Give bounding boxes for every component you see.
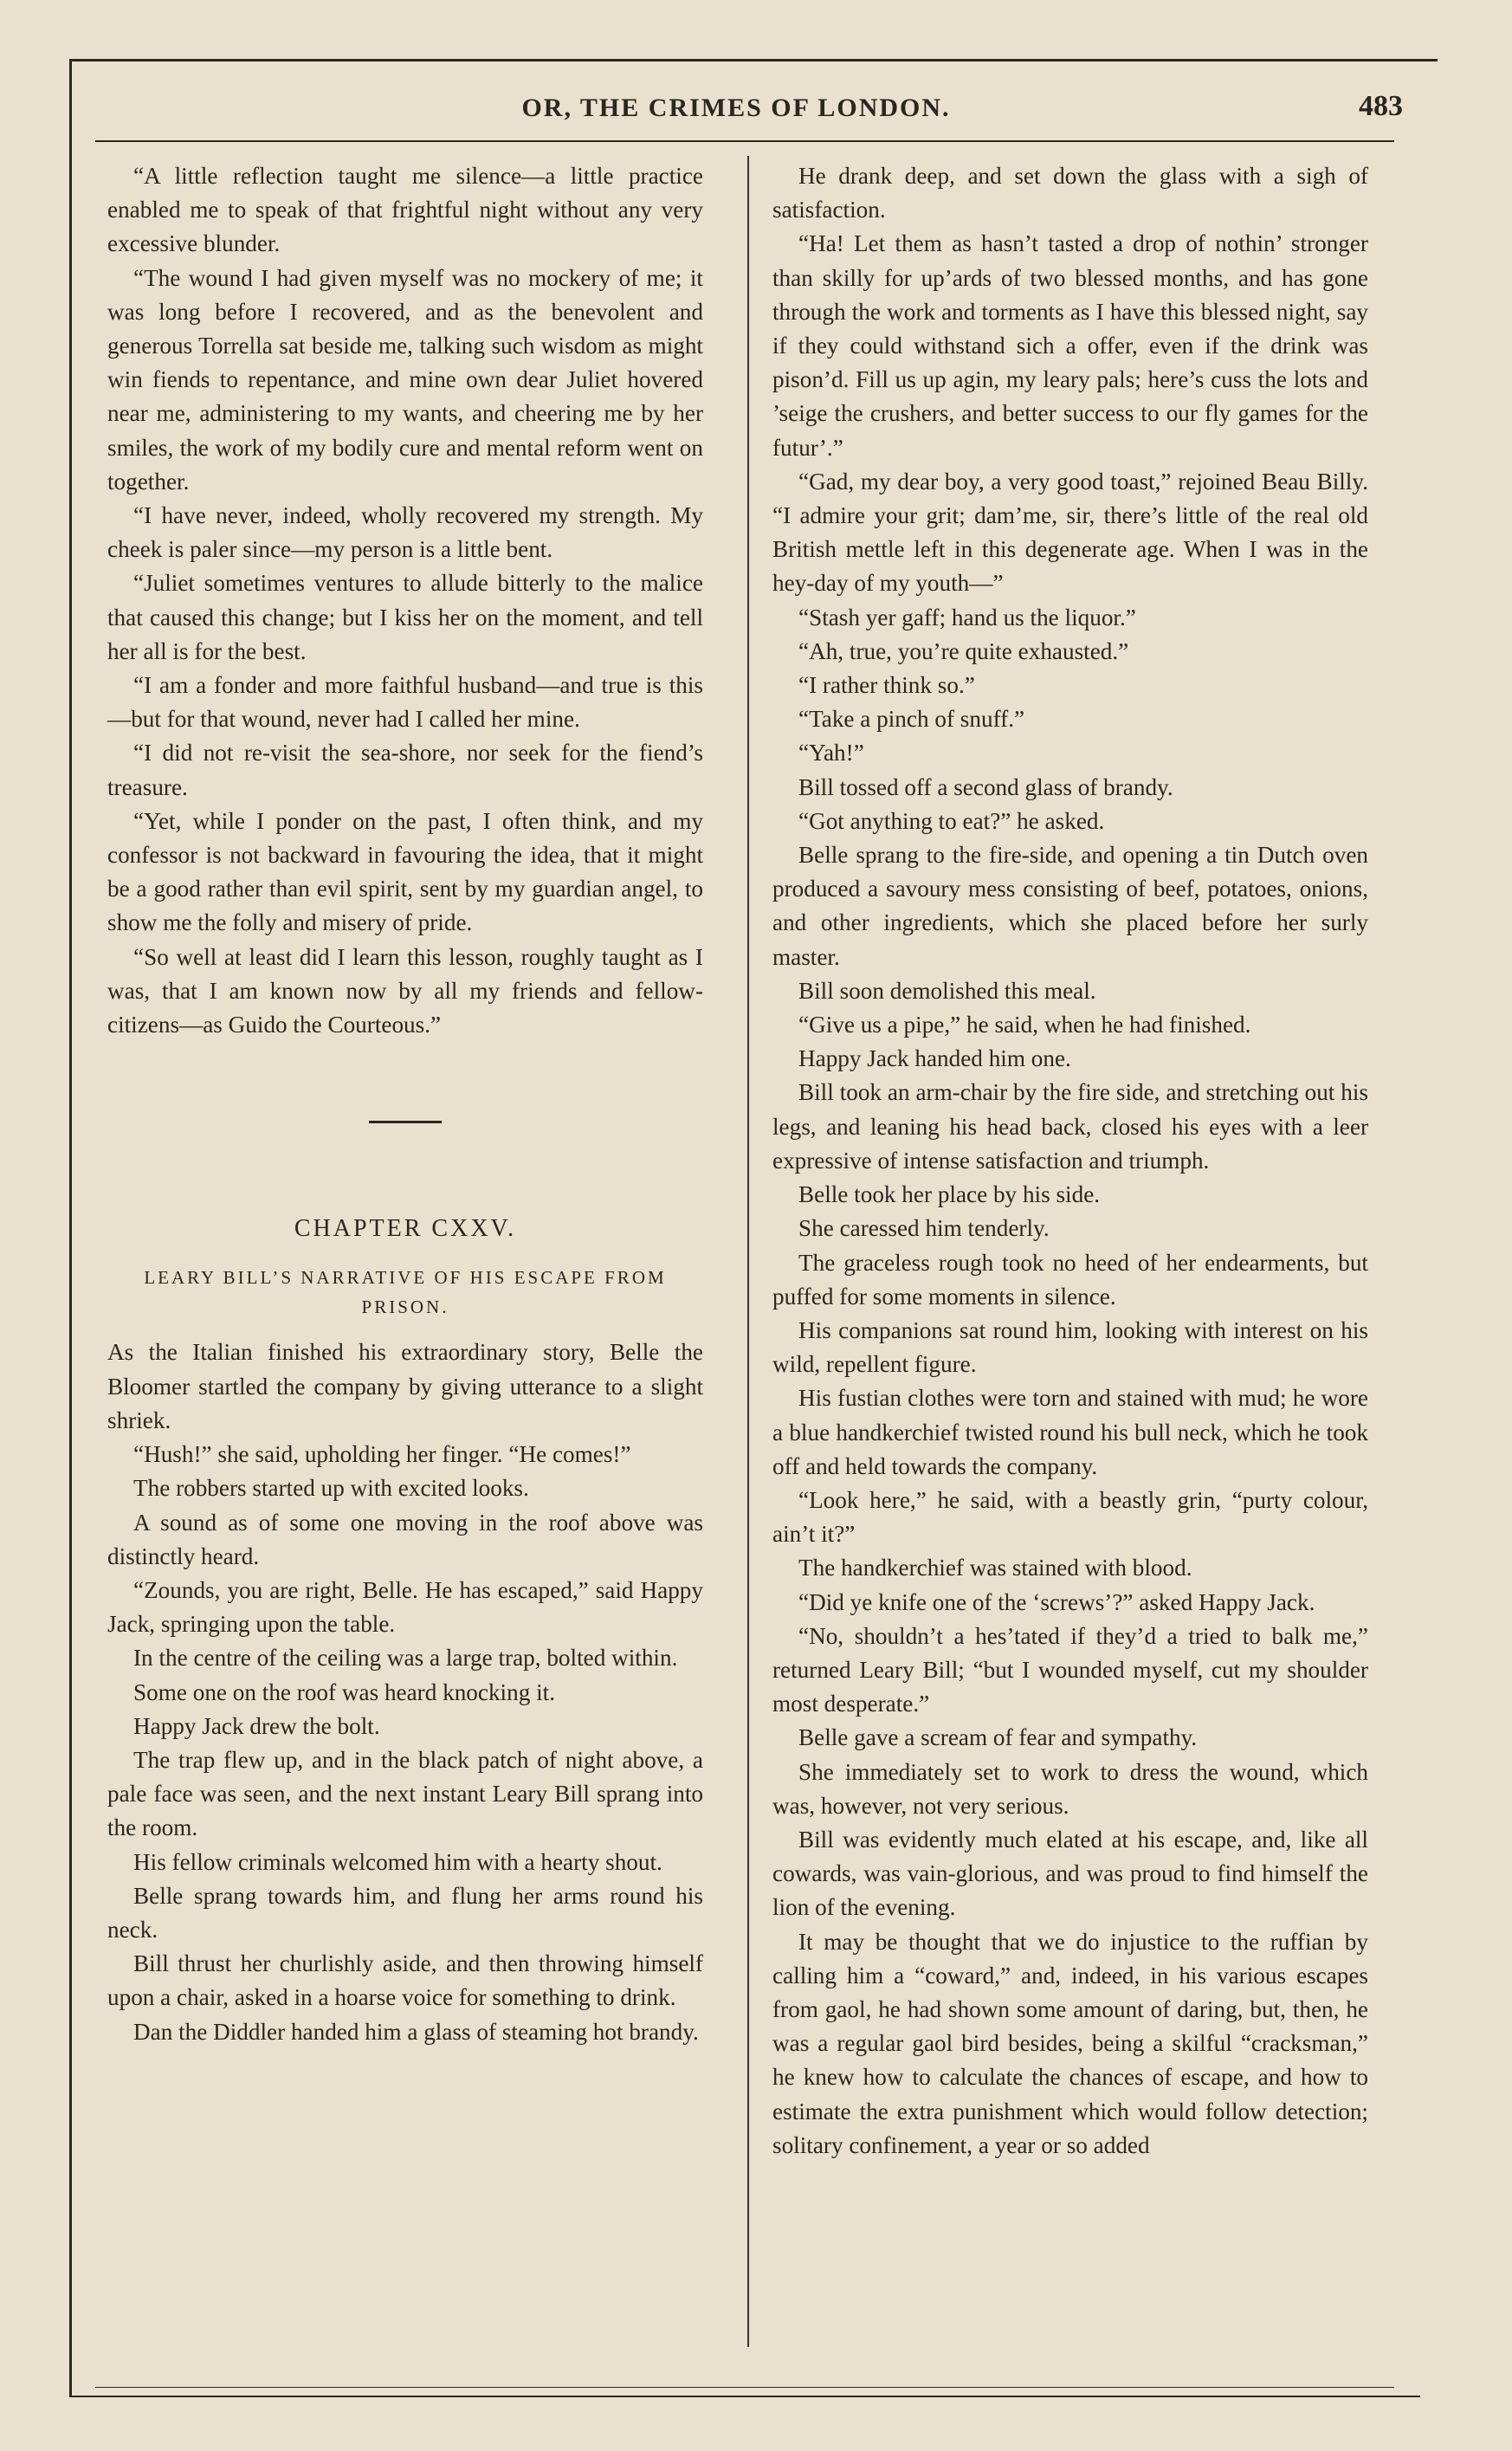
paragraph: In the centre of the ceiling was a large trap, bolted within. — [133, 1645, 678, 1672]
paragraph: The graceless rough took no heed of her endearments, but puffed for some moments in silence. — [772, 1249, 1368, 1310]
paragraph: “Hush!” she said, upholding her finger. “He comes!” — [133, 1441, 631, 1468]
paragraph: “Ha! Let them as hasn’t tasted a drop of nothin’ stronger than skilly for up’ards of two blessed months, and has gone through the work and torments as I have this blessed night, say if they could withstand sich a offer, even if the drink was pison’d. Fill us up agin, my leary pals; here’s cuss the lots and ’seige the crushers, and better success to our fly games for the futur’.” — [772, 230, 1368, 461]
left-border-rule — [69, 59, 72, 2397]
page-header — [69, 83, 1403, 135]
paragraph: “Look here,” he said, with a beastly grin, “purty colour, ain’t it?” — [772, 1486, 1368, 1548]
paragraph: Bill tossed off a second glass of brandy. — [798, 773, 1173, 800]
paragraph: His companions sat round him, looking with interest on his wild, repellent figure. — [772, 1316, 1368, 1378]
paragraph: The robbers started up with excited looks. — [133, 1475, 529, 1502]
paragraph: Bill took an arm-chair by the fire side, and stretching out his legs, and leaning his head back, closed his eyes with a leer expressive of intense satisfaction and triumph. — [772, 1079, 1368, 1174]
paragraph: “Take a pinch of snuff.” — [798, 706, 1025, 733]
top-border-rule — [69, 59, 1438, 61]
paragraph: Happy Jack handed him one. — [798, 1045, 1071, 1072]
paragraph: The trap flew up, and in the black patch of night above, a pale face was seen, and the next instant Leary Bill sprang into the room. — [107, 1746, 703, 1841]
paragraph: “So well at least did I learn this lesson, roughly taught as I was, that I am known now by all my friends and fellow-citizens—as Guido the Courteous.” — [107, 943, 703, 1038]
paragraph: “No, shouldn’t a hes’tated if they’d a tried to balk me,” returned Leary Bill; “but I wounded myself, cut my shoulder most desperate.” — [772, 1622, 1368, 1717]
paragraph: His fustian clothes were torn and stained with mud; he wore a blue handkerchief twisted round his bull neck, which he took off and held towards the company. — [772, 1385, 1368, 1479]
section-break-rule — [369, 1121, 442, 1123]
paragraph: “I did not re-visit the sea-shore, nor seek for the fiend’s treasure. — [107, 740, 703, 800]
paragraph: She caressed him tenderly. — [798, 1215, 1050, 1242]
running-title: OR, THE CRIMES OF LONDON. — [521, 94, 951, 122]
paragraph: Belle sprang towards him, and flung her arms round his neck. — [107, 1882, 703, 1943]
paragraph: A sound as of some one moving in the roof above was distinctly heard. — [107, 1509, 703, 1569]
paragraph: “The wound I had given myself was no mockery of me; it was long before I recovered, and as the benevolent and generous Torrella sat beside me, talking such wisdom as might win fiends to repentance, and mine own dear Juliet hovered near me, administering to my wants, and cheering me by her smiles, the work of my bodily cure and mental reform went on together. — [107, 264, 703, 495]
paragraph: “Gad, my dear boy, a very good toast,” rejoined Beau Billy. “I admire your grit; dam’me, sir, there’s little of the real old British mettle left in this degenerate age. When I was in the hey-day of my youth—” — [772, 468, 1368, 597]
paragraph: “Zounds, you are right, Belle. He has escaped,” said Happy Jack, springing upon the table. — [107, 1576, 703, 1638]
paragraph: “A little reflection taught me silence—a little practice enabled me to speak of that frightful night without any very excessive blunder. — [107, 163, 703, 257]
paragraph: He drank deep, and set down the glass with a sigh of satisfaction. — [772, 163, 1368, 223]
paragraph: She immediately set to work to dress the wound, which was, however, not very serious. — [772, 1758, 1368, 1819]
paragraph: His fellow criminals welcomed him with a hearty shout. — [133, 1848, 662, 1875]
paragraph: Happy Jack drew the bolt. — [133, 1712, 380, 1739]
paragraph: “Did ye knife one of the ‘screws’?” asked Happy Jack. — [798, 1588, 1315, 1615]
paragraph: “Stash yer gaff; hand us the liquor.” — [798, 604, 1136, 631]
bottom-border-rule-inner — [95, 2387, 1394, 2388]
paragraph: Belle gave a scream of fear and sympathy. — [798, 1724, 1198, 1751]
paragraph: Some one on the roof was heard knocking it. — [133, 1678, 555, 1705]
paragraph: “I have never, indeed, wholly recovered my strength. My cheek is paler since—my person is a little bent. — [107, 502, 703, 563]
paragraph: “Yah!” — [798, 740, 864, 766]
chapter-title: CHAPTER CXXV. — [294, 1215, 517, 1243]
left-column — [107, 159, 703, 2049]
paragraph: “Ah, true, you’re quite exhausted.” — [798, 637, 1129, 664]
right-column — [772, 159, 1368, 2163]
paragraph: Bill was evidently much elated at his escape, and, like all cowards, was vain-glorious, and was proud to find himself the lion of the evening. — [772, 1826, 1368, 1921]
column-divider — [747, 156, 749, 2347]
paragraph: “Give us a pipe,” he said, when he had finished. — [798, 1012, 1251, 1038]
paragraph: As the Italian finished his extraordinary story, Belle the Bloomer startled the company by giving utterance to a slight shriek. — [107, 1339, 703, 1433]
paragraph: “Yet, while I ponder on the past, I often think, and my confessor is not backward in favouring the idea, that it might be a good rather than evil spirit, sent by my guardian angel, to show me the folly and misery of pride. — [107, 807, 703, 936]
bottom-border-rule — [69, 2396, 1420, 2397]
paragraph: Belle took her place by his side. — [798, 1181, 1101, 1208]
paragraph: Dan the Diddler handed him a glass of steaming hot brandy. — [133, 2018, 699, 2045]
paragraph: “I am a fonder and more faithful husband—and true is this—but for that wound, never had I called her mine. — [107, 672, 703, 733]
chapter-subtitle: LEARY BILL’S NARRATIVE OF HIS ESCAPE FROM PRISON. — [144, 1267, 667, 1318]
paragraph: Bill soon demolished this meal. — [798, 977, 1096, 1004]
page-number: 483 — [1359, 90, 1403, 122]
paragraph: Bill thrust her churlishly aside, and then throwing himself upon a chair, asked in a hoarse voice for something to drink. — [107, 1950, 703, 2011]
paragraph: “I rather think so.” — [798, 672, 975, 699]
paragraph: “Juliet sometimes ventures to allude bitterly to the malice that caused this change; but I kiss her on the moment, and tell her all is for the best. — [107, 570, 703, 664]
paragraph: The handkerchief was stained with blood. — [798, 1555, 1192, 1581]
paragraph: “Got anything to eat?” he asked. — [798, 807, 1105, 834]
paragraph: It may be thought that we do injustice to the ruffian by calling him a “coward,” and, indeed, in his various escapes from gaol, he had shown some amount of daring, but, then, he was a regular gaol bird besides, being a skilful “cracksman,” he knew how to calculate the chances of escape, and how to estimate the extra punishment which would follow detection; solitary confinement, a year or so added — [772, 1928, 1368, 2158]
header-rule — [95, 140, 1394, 142]
paragraph: Belle sprang to the fire-side, and opening a tin Dutch oven produced a savoury mess consisting of beef, potatoes, onions, and other ingredients, which she placed before her surly master. — [772, 842, 1368, 970]
